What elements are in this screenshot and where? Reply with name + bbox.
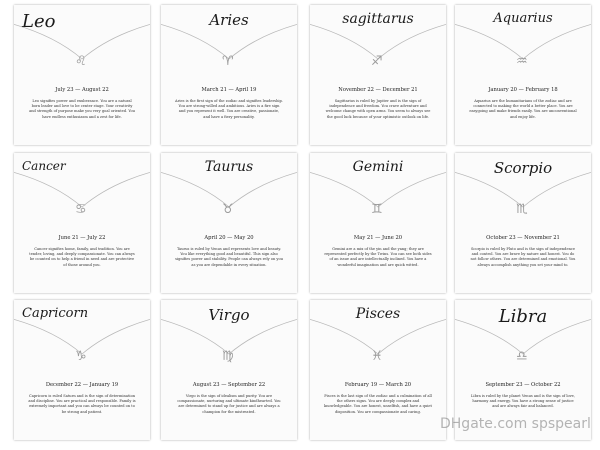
zodiac-pendant-icon: ♑ — [75, 349, 87, 364]
zodiac-card-taurus — [161, 153, 297, 293]
zodiac-description: Aquarius are the humanitarians of the zodiac and are connected to making the world a better place. You are easygoing and make friends easily. You are unconventional and enjoy life. — [469, 99, 577, 119]
zodiac-title: Aries — [209, 11, 249, 29]
zodiac-pendant-icon: ♈ — [222, 54, 234, 69]
zodiac-description: Pisces is the last sign of the zodiac and a culmination of all the others signs. You are deeply complex and knowledgeable. You are honest, unselfish, and have a quiet disposition. You are compassionate and caring. — [324, 394, 432, 414]
zodiac-card-aries — [161, 5, 297, 145]
zodiac-title: Leo — [22, 11, 56, 32]
zodiac-title: Virgo — [208, 306, 250, 324]
zodiac-title: Aquarius — [493, 11, 553, 26]
necklace-chain — [14, 300, 150, 440]
zodiac-description: Aries is the first sign of the zodiac and signifies leadership. You are strong-willed and ambitious. Aries is a fire sign and you represent it well. You are creative, passionate, and have a fiery personality. — [175, 99, 283, 119]
zodiac-title: Pisces — [355, 306, 401, 322]
zodiac-card-leo — [14, 5, 150, 145]
zodiac-description: Libra is ruled by the planet Venus and is the sign of love, harmony and energy. You have a strong sense of justice and are always fair and balanced. — [471, 394, 575, 409]
zodiac-pendant-icon: ♏ — [516, 202, 528, 217]
zodiac-pendant-icon: ♎ — [516, 349, 528, 364]
zodiac-description: Capricorn is ruled Saturn and is the sign of determination and discipline. You are practical and responsible. Family is extremely important and you can always be counted on to be strong and patient. — [28, 394, 136, 414]
zodiac-card-scorpio — [455, 153, 591, 293]
zodiac-card-virgo — [161, 300, 297, 440]
zodiac-title: Taurus — [204, 159, 254, 175]
watermark: DHgate.com spspearl — [440, 416, 591, 432]
zodiac-description: Leo signifies power and exuberance. You are a natural born leader and love to be center stage. Your creativity and strength of purpose make you very goal oriented. You have endless enthusiasm and a zest for life. — [29, 99, 135, 119]
zodiac-dates: July 23 — August 22 — [55, 87, 109, 93]
zodiac-dates: November 22 — December 21 — [338, 87, 418, 93]
zodiac-dates: March 21 — April 19 — [201, 87, 257, 93]
zodiac-description: Cancer signifies home, family, and tradition. You are tender, loving, and deeply compassionate. You can always be counted on to help a friend in need and are protective of those around you. — [29, 247, 135, 267]
zodiac-title: Scorpio — [493, 159, 553, 177]
zodiac-dates: April 20 — May 20 — [204, 235, 254, 241]
zodiac-pendant-icon: ♍ — [222, 349, 234, 364]
zodiac-pendant-icon: ♋ — [75, 202, 87, 217]
zodiac-dates: February 19 — March 20 — [344, 382, 412, 388]
zodiac-dates: June 21 — July 22 — [58, 235, 106, 241]
zodiac-pendant-icon: ♐ — [371, 54, 383, 69]
zodiac-card-cancer — [14, 153, 150, 293]
zodiac-dates: May 21 — June 20 — [353, 235, 403, 241]
zodiac-description: Virgo is the sign of idealism and purity. You are compassionate, nurturing and ultimate kindhearted. You are determined to stand up for justice and are always a champion for the mistreated. — [177, 394, 281, 414]
zodiac-title: Libra — [498, 306, 548, 327]
zodiac-dates: September 23 — October 22 — [485, 382, 561, 388]
zodiac-dates: October 23 — November 21 — [486, 235, 560, 241]
zodiac-dates: August 23 — September 22 — [192, 382, 266, 388]
zodiac-card-capricorn — [14, 300, 150, 440]
zodiac-pendant-icon: ♉ — [222, 202, 234, 217]
necklace-chain — [455, 5, 591, 145]
zodiac-title: sagittarus — [342, 11, 414, 27]
zodiac-dates: December 22 — January 19 — [45, 382, 119, 388]
zodiac-description: Taurus is ruled by Venus and represents love and beauty. You like everything good and beautiful. This sign also signifies power and stability. People can always rely on you as you are dependable in every situation. — [175, 247, 283, 267]
zodiac-title: Cancer — [22, 159, 66, 173]
zodiac-pendant-icon: ♓ — [371, 349, 383, 364]
zodiac-dates: January 20 — February 18 — [488, 87, 558, 93]
zodiac-title: Gemini — [352, 159, 404, 175]
zodiac-title: Capricorn — [22, 306, 89, 321]
zodiac-description: Gemini are a mix of the yin and the yang; they are represented perfectly by the Twins. You can see both sides of an issue and are intellectually inclined. You have a wonderful imagination and are quick witted. — [324, 247, 432, 267]
zodiac-card-sagittarus — [310, 5, 446, 145]
zodiac-card-pisces — [310, 300, 446, 440]
zodiac-card-aquarius — [455, 5, 591, 145]
zodiac-card-gemini — [310, 153, 446, 293]
zodiac-description: Scorpio is ruled by Pluto and is the sign of independence and control. You are brave by nature and honest. You do not follow others. You are determined and emotional. You always accomplish anything you set your mind to. — [470, 247, 576, 267]
zodiac-pendant-icon: ♊ — [371, 202, 383, 217]
zodiac-pendant-icon: ♌ — [75, 54, 87, 69]
zodiac-pendant-icon: ♒ — [516, 54, 528, 69]
necklace-chain — [14, 153, 150, 293]
zodiac-description: Sagittarius is ruled by Jupiter and is the sign of independence and freedom. You crave adventure and welcome change with open arms. You seem to always see the good luck because of your optimistic outlook on life. — [325, 99, 431, 119]
